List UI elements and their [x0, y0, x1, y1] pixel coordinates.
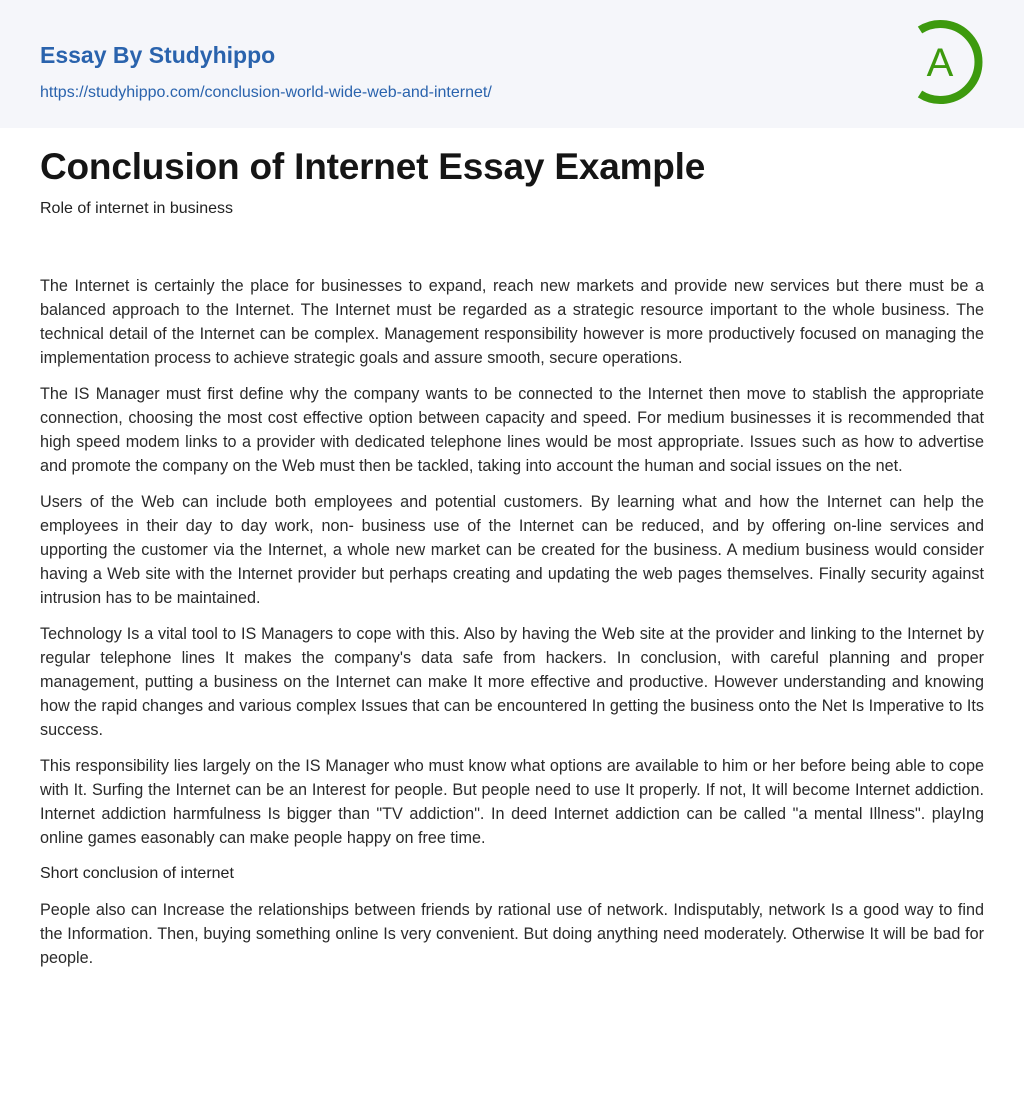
studyhippo-logo-icon[interactable]: [908, 18, 988, 106]
section-heading: Short conclusion of internet: [40, 865, 234, 882]
page-title: Conclusion of Internet Essay Example: [40, 146, 706, 187]
essay-paragraph: Users of the Web can include both employees and potential customers. By learning what and how the Internet can help the employees in their day to day work, non- business use of the Internet can be reduced, and by offering on-line services and upporting the customer via the Internet, a whole new market can be created for the business. A medium business would consider having a Web site with the Internet provider but perhaps creating and updating the web pages themselves. Finally security against intrusion has to be maintained.: [40, 493, 984, 607]
essay-paragraph: The Internet is certainly the place for businesses to expand, reach new markets and provide new services but there must be a balanced approach to the Internet. The Internet must be regarded as a strategic resource important to the whole business. The technical detail of the Internet can be complex. Management responsibility however is more productively focused on managing the implementation process to achieve strategic goals and assure smooth, secure operations.: [40, 277, 984, 367]
logo-letter: A: [926, 41, 954, 85]
essay-url-link[interactable]: https://studyhippo.com/conclusion-world-wide-web-and-internet/: [40, 84, 492, 101]
essay-paragraph: Technology Is a vital tool to IS Managers to cope with this. Also by having the Web site at the provider and linking to the Internet by regular telephone lines It makes the company's data safe from hackers. In conclusion, with careful planning and proper management, putting a business on the Internet can make It more effective and productive. However understanding and knowing how the rapid changes and various complex Issues that can be encountered In getting the business onto the Net Is Imperative to Its success.: [40, 625, 984, 739]
essay-paragraph: People also can Increase the relationships between friends by rational use of network. Indisputably, network Is a good way to find the Information. Then, buying something online Is very convenient. But doing anything need moderately. Otherwise It will be bad for people.: [40, 901, 984, 967]
essay-body: [40, 274, 984, 982]
essay-paragraph: The IS Manager must first define why the company wants to be connected to the Internet then move to stablish the appropriate connection, choosing the most cost effective option between capacity and speed. For medium businesses it is recommended that high speed modem links to a provider with dedicated telephone lines would be most appropriate. Issues such as how to advertise and promote the company on the Web must then be tackled, taking into account the human and social issues on the net.: [40, 385, 984, 475]
essay-paragraph: This responsibility lies largely on the IS Manager who must know what options are available to him or her before being able to cope with It. Surfing the Internet can be an Interest for people. But people need to use It properly. If not, It will become Internet addiction. Internet addiction harmfulness Is bigger than "TV addiction". In deed Internet addiction can be called "a mental Illness". playIng online games easonably can make people happy on free time.: [40, 757, 984, 847]
brand-title: Essay By Studyhippo: [40, 42, 276, 68]
site-header: [0, 0, 1024, 128]
essay-subtitle: Role of internet in business: [40, 200, 233, 217]
